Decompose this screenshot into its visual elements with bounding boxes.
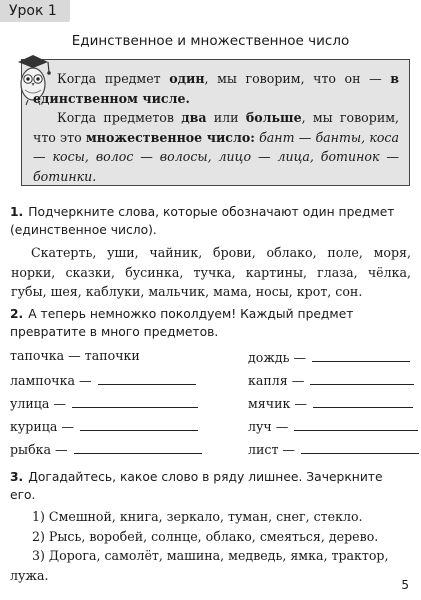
rule-paragraph-1: Когда предмет один, мы говорим, что он — в единственном числе. [33, 71, 399, 106]
lesson-tab [0, 0, 70, 22]
task-3-instruction: 3. Догадайтесь, какое слово в ряду лишнее. Зачеркните его. [10, 470, 383, 502]
answer-blank[interactable] [312, 348, 410, 362]
rule-paragraph-2: Когда предметов два или больше, мы говорим, что это множественное число: бант — банты, коса — косы, волос — волосы, лицо — лица, ботинок — ботинки. [33, 110, 400, 184]
task-1 [10, 203, 411, 302]
option-line: 2) Рысь, воробей, солнце, облако, смеяться, дерево. [32, 528, 379, 544]
exercise-item: лист — [248, 440, 419, 457]
task-1-words: Скатерть, уши, чайник, брови, облако, поле, моря, норки, сказки, бусинка, тучка, картины, глаза, чёлка, губы, шея, каблуки, мальчик, мама, носы, крот, сон. [11, 245, 411, 299]
exercise-row [10, 348, 415, 368]
exercise-row [10, 417, 415, 437]
exercise-item: рыбка — [10, 440, 202, 457]
page-title: Единственное и множественное число [71, 33, 350, 49]
exercise-item: мячик — [248, 394, 413, 411]
task-2-instruction: 2. А теперь немножко поколдуем! Каждый предмет превратите в много предметов. [10, 307, 354, 339]
exercise-row [10, 440, 415, 460]
task-2 [10, 305, 411, 341]
task-3 [10, 468, 411, 585]
exercise-item: улица — [10, 394, 198, 411]
rule-text [33, 69, 399, 186]
exercise-row [10, 394, 415, 414]
answer-blank[interactable] [72, 394, 198, 408]
exercise-item: луч — [248, 417, 418, 434]
task-1-instruction: 1. Подчеркните слова, которые обозначают один предмет (единственное число). [10, 205, 395, 237]
option-line-continuation: лужа. [10, 567, 49, 583]
exercise-item: курица — [10, 417, 198, 434]
page-number: 5 [401, 578, 409, 592]
answer-blank[interactable] [294, 417, 418, 431]
task-3-options [10, 507, 411, 585]
exercise-item: тапочка — тапочки [10, 348, 140, 363]
lesson-label: Урок 1 [9, 3, 57, 19]
exercise-row [10, 371, 415, 391]
answer-blank[interactable] [301, 440, 419, 454]
answer-blank[interactable] [313, 394, 413, 408]
exercise-item: капля — [248, 371, 414, 388]
answer-blank[interactable] [310, 371, 414, 385]
filled-answer: тапочки [84, 348, 140, 363]
rule-box [21, 59, 410, 186]
option-line: 1) Смешной, книга, зеркало, туман, снег, стекло. [32, 509, 363, 524]
answer-blank[interactable] [74, 440, 202, 454]
answer-blank[interactable] [98, 371, 196, 385]
option-line: 3) Дорога, самолёт, машина, медведь, ямка, трактор, [32, 548, 389, 563]
exercise-item: дождь — [248, 348, 410, 365]
exercise-item: лампочка — [10, 371, 196, 388]
answer-blank[interactable] [80, 417, 198, 431]
